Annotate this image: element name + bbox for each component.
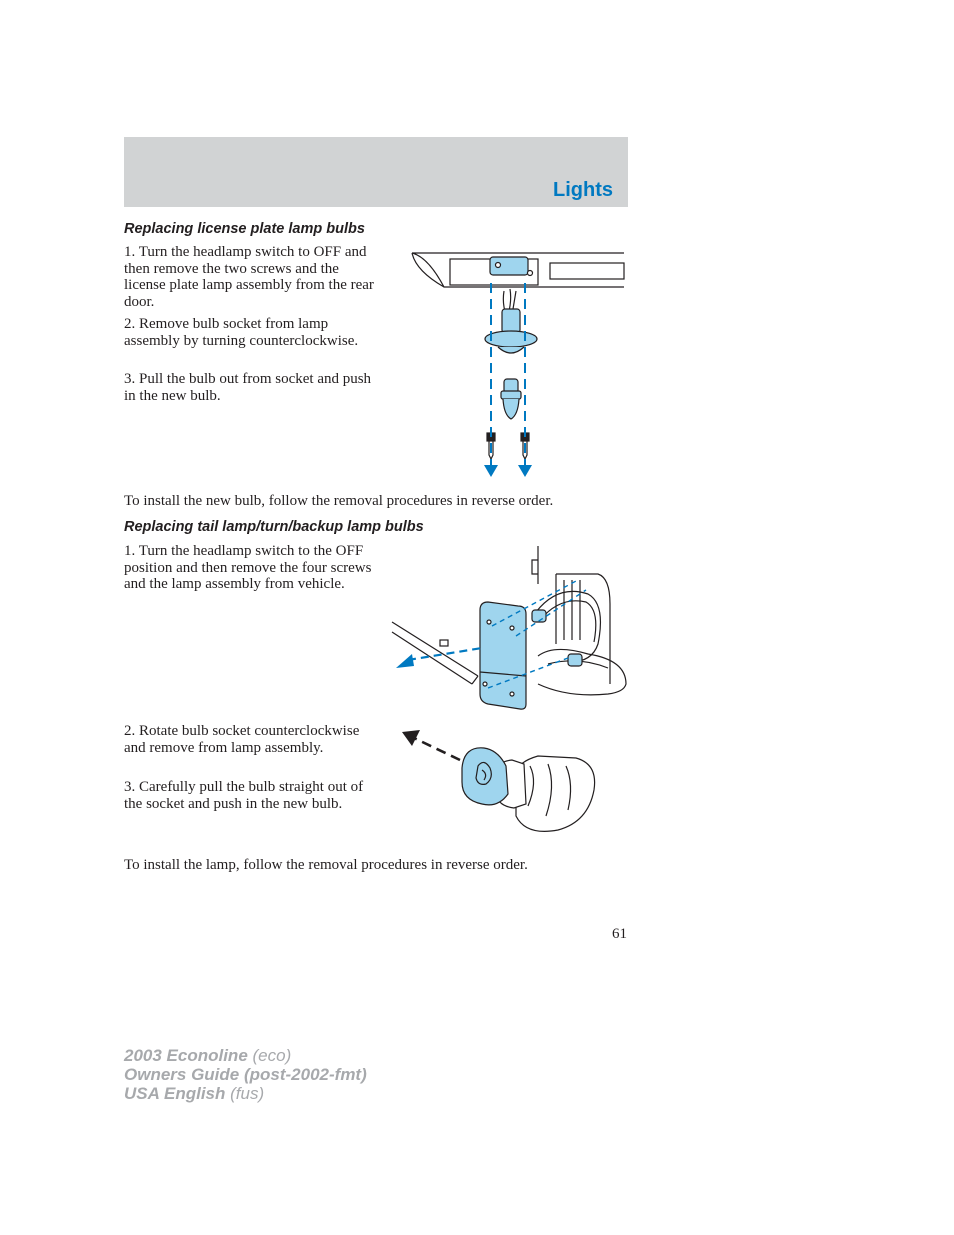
step-1-text: 1. Turn the headlamp switch to the OFF position and then remove the four screws and the lamp assembly from vehicle. <box>124 543 372 592</box>
install-note-2: To install the lamp, follow the removal procedures in reverse order. <box>124 857 528 873</box>
header-band <box>124 137 628 207</box>
footer-language: USA English <box>124 1084 226 1103</box>
bulb-socket-illustration <box>398 726 602 838</box>
footer-guide: Owners Guide (post-2002-fmt) <box>124 1065 367 1084</box>
license-plate-lamp-illustration <box>408 243 628 483</box>
section-heading-tail-lamp: Replacing tail lamp/turn/backup lamp bulbs <box>124 519 424 535</box>
step-3-text: 3. Pull the bulb out from socket and push in the new bulb. <box>124 371 372 404</box>
footer-language-code: (fus) <box>230 1084 265 1103</box>
step-3-text: 3. Carefully pull the bulb straight out of the socket and push in the new bulb. <box>124 779 364 812</box>
step-2-text: 2. Rotate bulb socket counterclockwise and remove from lamp assembly. <box>124 723 360 756</box>
page-number: 61 <box>612 926 627 942</box>
document-footer <box>124 1046 367 1103</box>
step-2-text: 2. Remove bulb socket from lamp assembly by turning counterclockwise. <box>124 316 359 349</box>
page-title: Lights <box>553 179 613 201</box>
tail-lamp-assembly-illustration <box>388 544 630 712</box>
footer-model: 2003 Econoline <box>124 1046 248 1065</box>
section-heading-license-plate: Replacing license plate lamp bulbs <box>124 221 365 237</box>
install-note-1: To install the new bulb, follow the removal procedures in reverse order. <box>124 493 554 509</box>
footer-model-code: (eco) <box>252 1046 292 1065</box>
step-1-text: 1. Turn the headlamp switch to OFF and then remove the two screws and the license plate lamp assembly from the rear door. <box>124 244 374 310</box>
